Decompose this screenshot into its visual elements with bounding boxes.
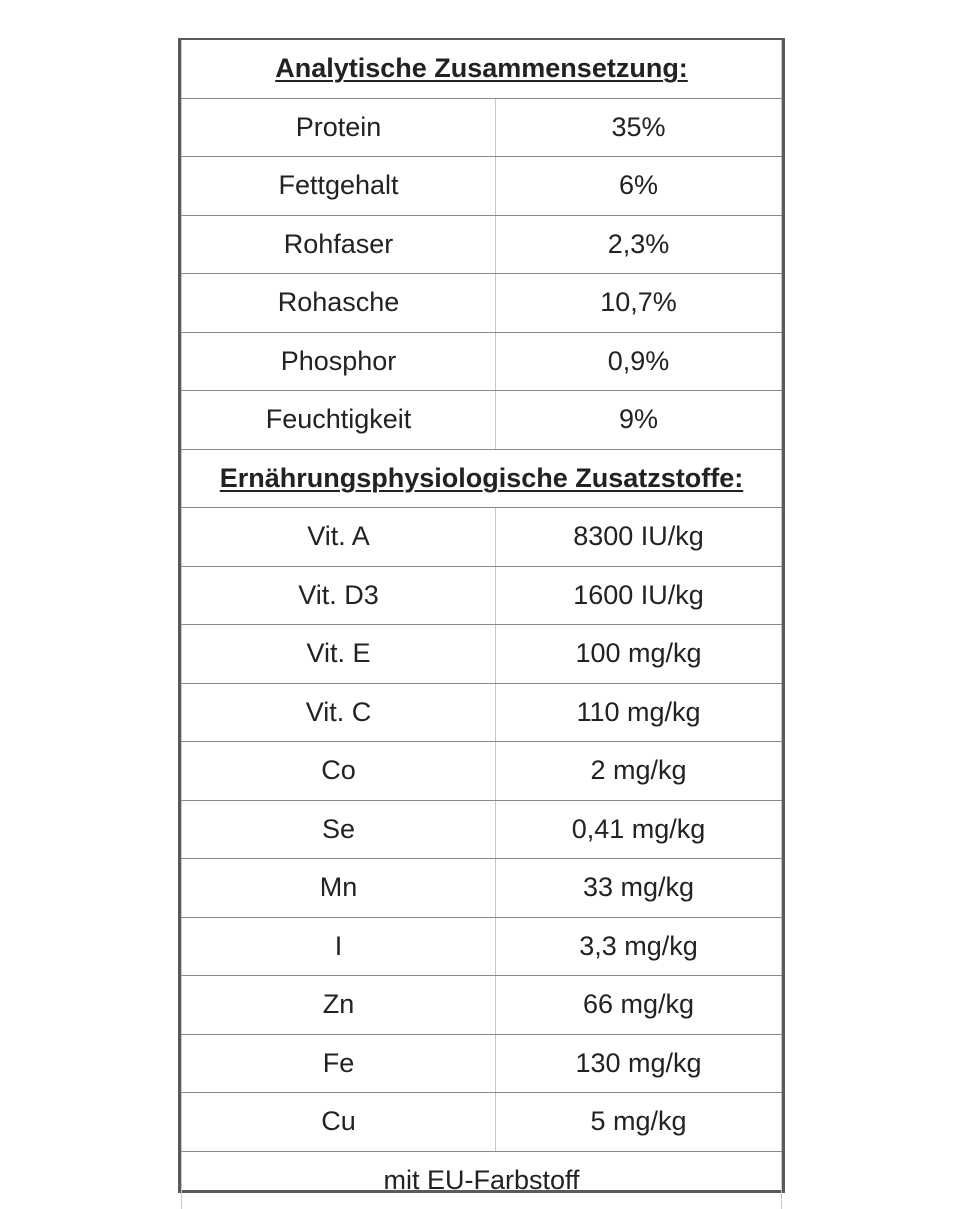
table-row (182, 742, 782, 801)
section-heading-row (182, 40, 782, 98)
additive-value: 1600 IU/kg (496, 566, 782, 625)
table-row (182, 215, 782, 274)
table-row (182, 508, 782, 567)
additive-name: Zn (182, 976, 496, 1035)
nutrient-name: Rohasche (182, 274, 496, 333)
nutrient-name: Rohfaser (182, 215, 496, 274)
additive-name: Vit. D3 (182, 566, 496, 625)
table-row (182, 859, 782, 918)
composition-table-grid (181, 40, 782, 1209)
table-row (182, 332, 782, 391)
nutrient-name: Fettgehalt (182, 157, 496, 216)
additives-heading: Ernährungsphysiologische Zusatzstoffe: (182, 449, 782, 508)
additive-name: Vit. A (182, 508, 496, 567)
nutrient-value: 9% (496, 391, 782, 450)
nutrient-value: 10,7% (496, 274, 782, 333)
nutrient-value: 0,9% (496, 332, 782, 391)
table-row (182, 157, 782, 216)
table-row (182, 1034, 782, 1093)
additive-name: Se (182, 800, 496, 859)
additive-value: 5 mg/kg (496, 1093, 782, 1152)
additive-name: Mn (182, 859, 496, 918)
additive-name: I (182, 917, 496, 976)
additive-value: 66 mg/kg (496, 976, 782, 1035)
additive-value: 130 mg/kg (496, 1034, 782, 1093)
nutrient-name: Phosphor (182, 332, 496, 391)
section-heading-row (182, 449, 782, 508)
table-row (182, 1093, 782, 1152)
table-row (182, 800, 782, 859)
additive-value: 110 mg/kg (496, 683, 782, 742)
additive-value: 100 mg/kg (496, 625, 782, 684)
table-row (182, 391, 782, 450)
nutrient-value: 2,3% (496, 215, 782, 274)
composition-table (178, 38, 785, 1193)
additive-name: Fe (182, 1034, 496, 1093)
table-row (182, 625, 782, 684)
table-row (182, 976, 782, 1035)
nutrient-name: Protein (182, 98, 496, 157)
additive-value: 0,41 mg/kg (496, 800, 782, 859)
nutrient-name: Feuchtigkeit (182, 391, 496, 450)
additive-name: Co (182, 742, 496, 801)
additive-value: 2 mg/kg (496, 742, 782, 801)
nutrient-value: 35% (496, 98, 782, 157)
footer-row (182, 1151, 782, 1209)
nutrient-value: 6% (496, 157, 782, 216)
analytical-heading: Analytische Zusammensetzung: (182, 40, 782, 98)
additive-name: Cu (182, 1093, 496, 1152)
additive-value: 8300 IU/kg (496, 508, 782, 567)
additive-name: Vit. E (182, 625, 496, 684)
table-row (182, 683, 782, 742)
additive-name: Vit. C (182, 683, 496, 742)
additive-value: 3,3 mg/kg (496, 917, 782, 976)
additive-value: 33 mg/kg (496, 859, 782, 918)
table-row (182, 917, 782, 976)
table-row (182, 274, 782, 333)
colorant-note: mit EU-Farbstoff (182, 1151, 782, 1209)
table-row (182, 566, 782, 625)
table-row (182, 98, 782, 157)
